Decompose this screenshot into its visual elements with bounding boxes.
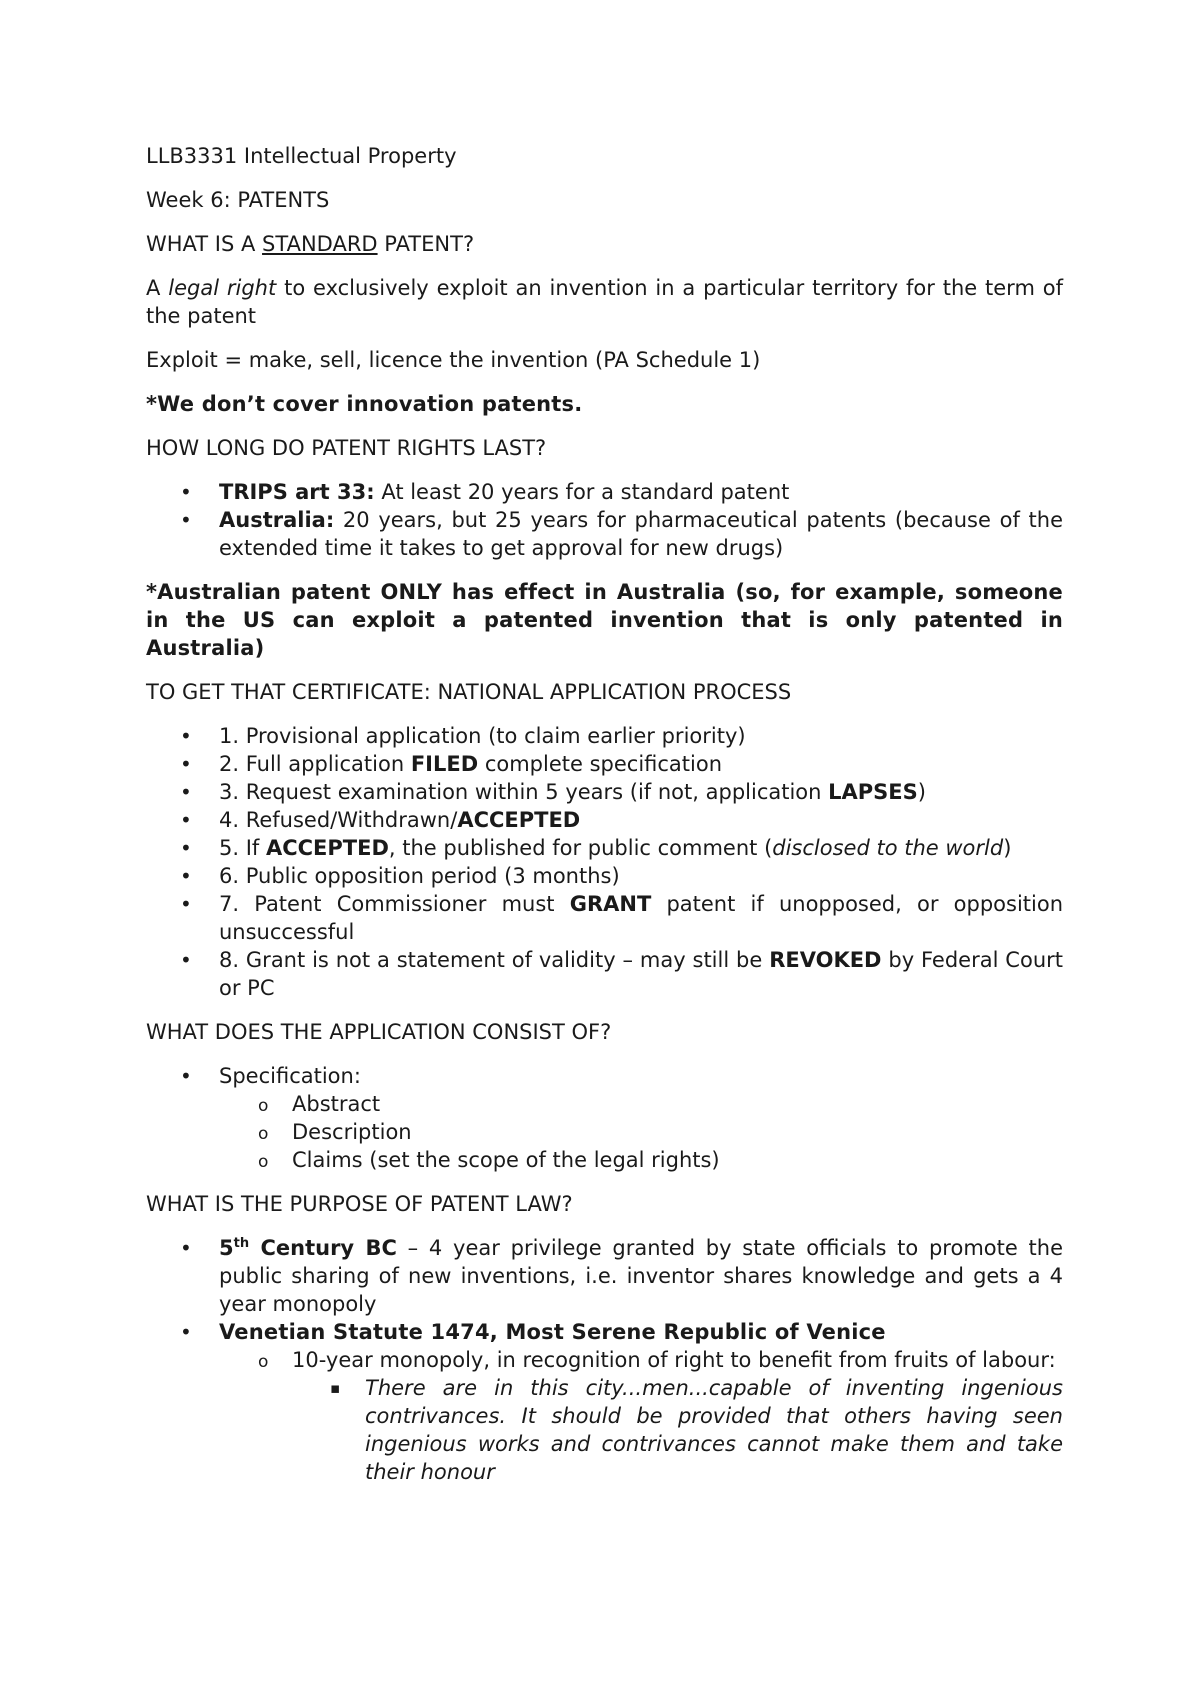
item-text: Specification: xyxy=(219,1064,361,1088)
week-title: Week 6: PATENTS xyxy=(146,188,330,212)
legal-right-term: legal right xyxy=(168,276,277,300)
duration-list xyxy=(146,478,1063,562)
list-item xyxy=(146,1146,1063,1174)
history-list xyxy=(146,1234,1063,1486)
definition-text: A xyxy=(146,276,169,300)
document-page xyxy=(146,142,1063,1486)
specification-sublist xyxy=(146,1090,1063,1174)
item-label: Venetian Statute 1474, Most Serene Republic of Venice xyxy=(219,1320,886,1344)
list-item xyxy=(146,478,1063,506)
step-keyword: FILED xyxy=(410,752,479,776)
item-text: Abstract xyxy=(292,1092,381,1116)
list-item xyxy=(146,1346,1063,1486)
step-text: patent if unopposed, or opposition unsuccessful xyxy=(219,892,1063,944)
definition-text: to exclusively exploit an invention in a particular territory for the term of the patent xyxy=(146,276,1064,328)
heading-text: WHAT IS A xyxy=(146,232,263,256)
list-item xyxy=(146,890,1063,946)
item-text: Claims (set the scope of the legal rights) xyxy=(292,1148,720,1172)
course-title: LLB3331 Intellectual Property xyxy=(146,144,457,168)
step-text: 5. If xyxy=(219,836,266,860)
step-italic: disclosed to the world xyxy=(772,836,1004,860)
step-text: 4. Refused/Withdrawn/ xyxy=(219,808,458,832)
heading-duration: HOW LONG DO PATENT RIGHTS LAST? xyxy=(146,436,547,460)
step-text: by Federal Court or PC xyxy=(219,948,1063,1000)
step-text: complete specification xyxy=(478,752,723,776)
step-text: ) xyxy=(917,780,926,804)
item-label: Century BC xyxy=(249,1236,397,1260)
step-text: ) xyxy=(1003,836,1012,860)
list-item xyxy=(146,1374,1063,1486)
underlined-word: STANDARD xyxy=(262,232,378,256)
venetian-sublist xyxy=(146,1346,1063,1486)
heading-purpose: WHAT IS THE PURPOSE OF PATENT LAW? xyxy=(146,1192,573,1216)
quote-sublist xyxy=(146,1374,1063,1486)
step-text: 8. Grant is not a statement of validity – may still be xyxy=(219,948,770,972)
application-list xyxy=(146,1062,1063,1174)
process-list xyxy=(146,722,1063,1002)
step-keyword: ACCEPTED xyxy=(457,808,581,832)
item-label: Australia: xyxy=(219,508,335,532)
step-text: 2. Full application xyxy=(219,752,411,776)
list-item xyxy=(146,946,1063,1002)
superscript: th xyxy=(233,1236,250,1251)
item-text: 10-year monopoly, in recognition of right to benefit from fruits of labour: xyxy=(292,1348,1056,1372)
step-text: 1. Provisional application (to claim earlier priority) xyxy=(219,724,746,748)
step-text: 6. Public opposition period (3 months) xyxy=(219,864,620,888)
list-item xyxy=(146,1062,1063,1174)
step-keyword: GRANT xyxy=(569,892,652,916)
step-text: , the published for public comment ( xyxy=(388,836,773,860)
item-label: 5 xyxy=(219,1236,234,1260)
step-keyword: REVOKED xyxy=(769,948,882,972)
australian-note: *Australian patent ONLY has effect in Australia (so, for example, someone in the US can exploit a patented invention that is only patented in Australia) xyxy=(146,580,1063,660)
quote-text: There are in this city...men...capable of inventing ingenious contrivances. It should be provided that others having seen ingenious works and contrivances cannot make them and take their honour xyxy=(365,1376,1063,1484)
heading-application-contents: WHAT DOES THE APPLICATION CONSIST OF? xyxy=(146,1020,612,1044)
step-text: 3. Request examination within 5 years (if not, application xyxy=(219,780,829,804)
item-text: Description xyxy=(292,1120,412,1144)
step-keyword: LAPSES xyxy=(828,780,918,804)
list-item xyxy=(146,806,1063,834)
list-item xyxy=(146,506,1063,562)
innovation-note: *We don’t cover innovation patents. xyxy=(146,392,583,416)
item-text: – 4 year privilege granted by state officials to promote the public sharing of new inventions, i.e. inventor shares knowledge and gets a 4 year monopoly xyxy=(219,1236,1063,1316)
heading-standard-patent xyxy=(146,230,1063,258)
item-label: TRIPS art 33: xyxy=(219,480,375,504)
list-item xyxy=(146,722,1063,750)
item-text: At least 20 years for a standard patent xyxy=(374,480,790,504)
list-item xyxy=(146,862,1063,890)
list-item xyxy=(146,750,1063,778)
list-item xyxy=(146,834,1063,862)
exploit-line: Exploit = make, sell, licence the invention (PA Schedule 1) xyxy=(146,348,761,372)
step-keyword: ACCEPTED xyxy=(265,836,389,860)
definition-paragraph xyxy=(146,274,1063,330)
heading-application-process: TO GET THAT CERTIFICATE: NATIONAL APPLICATION PROCESS xyxy=(146,680,792,704)
list-item xyxy=(146,1118,1063,1146)
list-item xyxy=(146,1090,1063,1118)
step-text: 7. Patent Commissioner must xyxy=(219,892,570,916)
list-item xyxy=(146,778,1063,806)
list-item xyxy=(146,1234,1063,1318)
item-text: 20 years, but 25 years for pharmaceutical patents (because of the extended time it takes to get approval for new drugs) xyxy=(219,508,1063,560)
list-item xyxy=(146,1318,1063,1486)
heading-text: PATENT? xyxy=(377,232,475,256)
